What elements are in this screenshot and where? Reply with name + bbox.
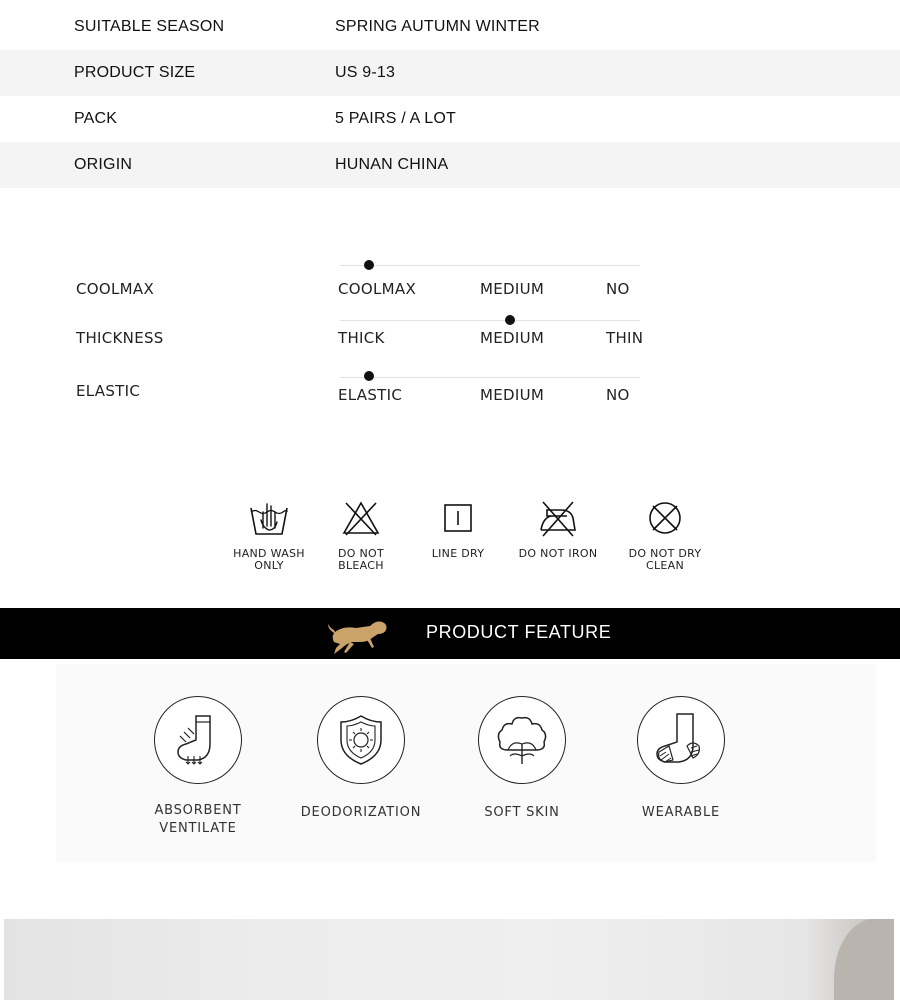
- spec-key: SUITABLE SEASON: [74, 18, 225, 35]
- rating-option: NO: [606, 280, 630, 298]
- photo-edge: [834, 919, 894, 1000]
- rating-option: MEDIUM: [480, 329, 545, 347]
- spec-value: 5 PAIRS / A LOT: [335, 110, 456, 127]
- care-label: DO NOT DRY CLEAN: [628, 547, 702, 572]
- rating-selected-dot: [364, 260, 374, 270]
- spec-value: HUNAN CHINA: [335, 156, 449, 173]
- rating-option: NO: [606, 386, 630, 404]
- care-label: LINE DRY: [431, 547, 485, 560]
- feature-label: DEODORIZATION: [300, 805, 422, 820]
- rating-option: THIN: [606, 329, 644, 347]
- care-label: DO NOT BLEACH: [337, 547, 385, 572]
- rating-label: COOLMAX: [76, 280, 155, 298]
- feature-label: WEARABLE: [641, 805, 721, 820]
- rating-label: ELASTIC: [76, 382, 141, 400]
- hand-wash-icon: [248, 498, 290, 538]
- spec-row-origin: [0, 142, 900, 188]
- feature-label: SOFT SKIN: [484, 805, 560, 820]
- shield-deodorize-icon: [331, 710, 391, 770]
- care-label: HAND WASH ONLY: [233, 547, 305, 572]
- feature-circle: [317, 696, 405, 784]
- rating-scale-line: [340, 377, 640, 378]
- product-photo: [4, 919, 894, 1000]
- feature-wearable: [601, 696, 761, 822]
- care-instructions: [0, 498, 900, 588]
- rating-selected-dot: [364, 371, 374, 381]
- feature-soft-skin: [442, 696, 602, 822]
- rating-option: MEDIUM: [480, 280, 545, 298]
- spec-row-season: [0, 4, 900, 50]
- features-panel: [56, 664, 876, 862]
- rating-scale-line: [340, 265, 640, 266]
- rating-option: COOLMAX: [338, 280, 417, 298]
- rating-label: THICKNESS: [76, 329, 164, 347]
- banner-title: PRODUCT FEATURE: [426, 622, 612, 642]
- care-item-line-dry: [408, 498, 508, 560]
- rating-selected-dot: [505, 315, 515, 325]
- spec-row-pack: [0, 96, 900, 142]
- care-item-do-not-iron: [508, 498, 608, 560]
- care-item-hand-wash: [219, 498, 319, 572]
- feature-label: ABSORBENT VENTILATE: [154, 803, 242, 836]
- feature-circle: [478, 696, 566, 784]
- spec-key: PACK: [74, 110, 118, 127]
- feature-circle: [637, 696, 725, 784]
- do-not-dry-clean-icon: [644, 498, 686, 538]
- care-item-do-not-dry-clean: [615, 498, 715, 572]
- sock-ventilate-icon: [168, 710, 228, 770]
- cotton-flower-icon: [492, 710, 552, 770]
- rating-option: MEDIUM: [480, 386, 545, 404]
- do-not-iron-icon: [537, 498, 579, 538]
- attribute-ratings: [0, 250, 900, 420]
- spec-value: US 9-13: [335, 64, 396, 81]
- rating-row-coolmax: [0, 250, 900, 298]
- rating-scale-line: [340, 320, 640, 321]
- rating-option: ELASTIC: [338, 386, 403, 404]
- spec-row-size: [0, 50, 900, 96]
- rating-option: THICK: [338, 329, 385, 347]
- rating-row-elastic: [0, 362, 900, 402]
- care-item-do-not-bleach: [311, 498, 411, 572]
- sock-wearable-icon: [651, 710, 711, 770]
- product-feature-banner: [0, 608, 900, 659]
- spec-table: [0, 4, 900, 188]
- lion-logo-icon: [326, 612, 392, 656]
- spec-value: SPRING AUTUMN WINTER: [335, 18, 540, 35]
- spec-key: PRODUCT SIZE: [74, 64, 196, 81]
- rating-row-thickness: [0, 305, 900, 345]
- care-label: DO NOT IRON: [518, 547, 598, 560]
- feature-absorbent: [118, 696, 278, 838]
- feature-circle: [154, 696, 242, 784]
- spec-key: ORIGIN: [74, 156, 133, 173]
- line-dry-icon: [437, 498, 479, 538]
- do-not-bleach-icon: [340, 498, 382, 538]
- feature-deodorization: [281, 696, 441, 822]
